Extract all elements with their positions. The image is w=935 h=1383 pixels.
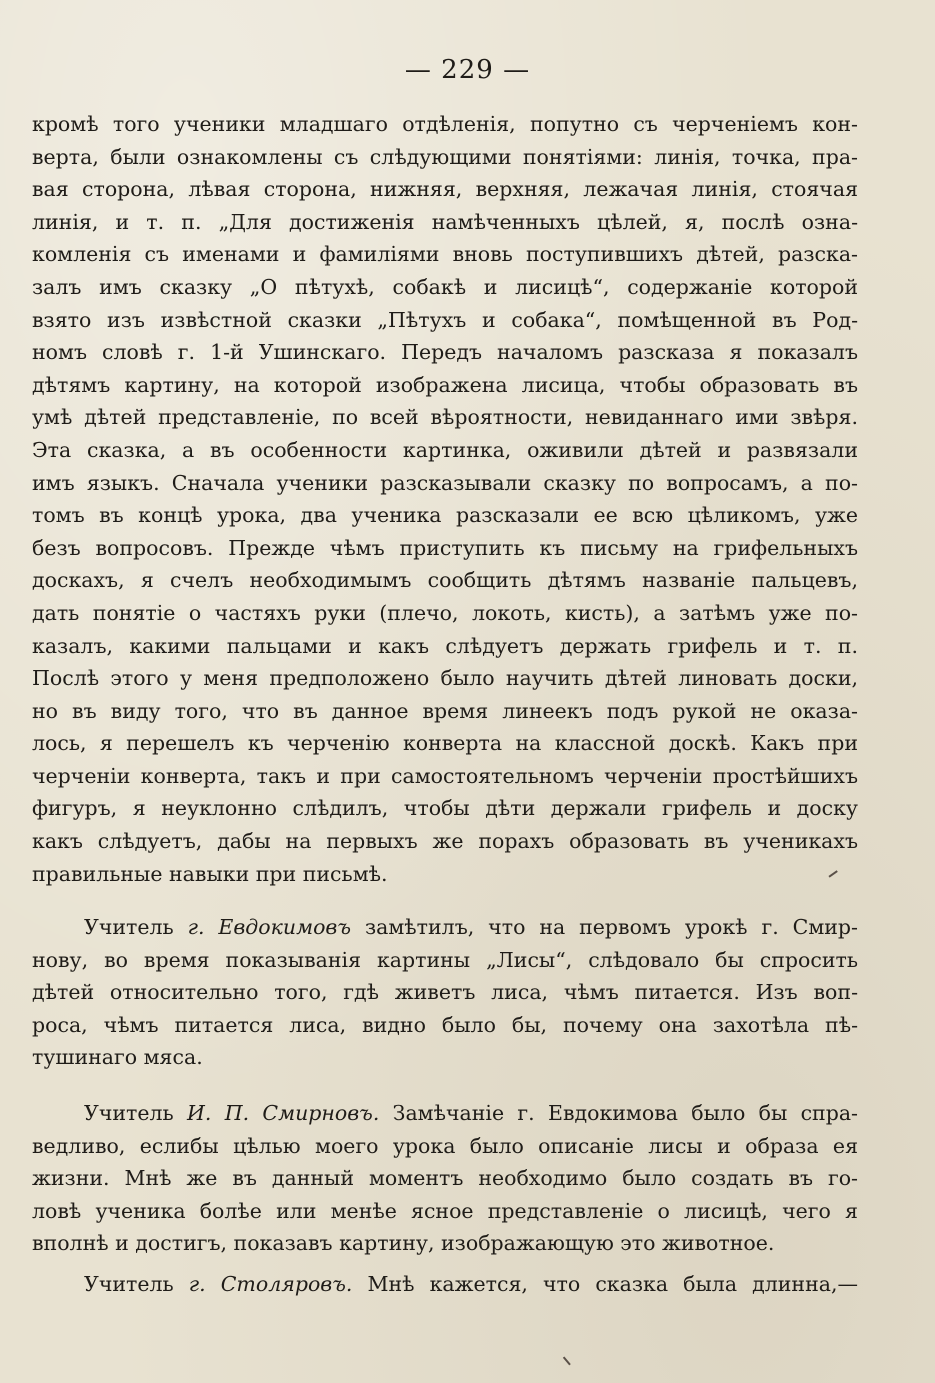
text-line <box>32 911 858 944</box>
text-line: номъ словѣ г. 1-й Ушинскаго. Передъ началомъ разсказа я показалъ <box>32 340 858 365</box>
speaker-lead: Учитель <box>84 1101 187 1125</box>
text-line: какъ слѣдуетъ, дабы на первыхъ же порахъ образовать въ ученикахъ <box>32 829 858 854</box>
paragraph-4 <box>32 1268 858 1301</box>
text-line: дѣтямъ картину, на которой изображена лисица, чтобы образовать въ <box>32 372 858 397</box>
text-line: Послѣ этого у меня предположено было научить дѣтей линовать доски, <box>32 666 858 691</box>
speaker-lead: Учитель <box>84 915 188 939</box>
speaker-name: г. Столяровъ. <box>188 1272 353 1296</box>
text-line: фигуръ, я неуклонно слѣдилъ, чтобы дѣти держали грифель и доску <box>32 796 858 821</box>
text-line: жизни. Мнѣ же въ данный моментъ необходимо было создать въ го- <box>32 1166 858 1191</box>
paragraph-3 <box>32 1097 858 1260</box>
text-line: линія, и т. п. „Для достиженія намѣченныхъ цѣлей, я, послѣ озна- <box>32 209 858 234</box>
text-line: комленія съ именами и фамиліями вновь поступившихъ дѣтей, разска- <box>32 242 858 267</box>
text-line: дать понятіе о частяхъ руки (плечо, локоть, кисть), а затѣмъ уже по- <box>32 600 858 625</box>
text-line: Эта сказка, а въ особенности картинка, оживили дѣтей и развязали <box>32 437 858 462</box>
speaker-lead: Учитель <box>84 1272 189 1296</box>
speaker-name: И. П. Смирновъ. <box>187 1101 380 1125</box>
text-line: имъ языкъ. Сначала ученики разсказывали сказку по вопросамъ, а по- <box>32 470 858 495</box>
paragraph-1 <box>32 108 858 890</box>
text-line: казалъ, какими пальцами и какъ слѣдуетъ держать грифель и т. п. <box>32 633 858 658</box>
text-line: правильные навыки при письмѣ. <box>32 861 388 886</box>
text-line: вполнѣ и достигъ, показавъ картину, изображающую это животное. <box>32 1231 775 1256</box>
text-line: черченіи конверта, такъ и при самостоятельномъ черченіи простѣйшихъ <box>32 763 858 788</box>
ink-speck <box>563 1356 571 1365</box>
line-rest: Мнѣ кажется, что сказка была длинна,— <box>352 1272 858 1296</box>
text-line: тушинаго мяса. <box>32 1045 203 1070</box>
text-line: ведливо, еслибы цѣлью моего урока было описаніе лисы и образа ея <box>32 1133 858 1158</box>
text-line: томъ въ концѣ урока, два ученика разсказали ее всю цѣликомъ, уже <box>32 503 858 528</box>
text-line: доскахъ, я счелъ необходимымъ сообщить дѣтямъ названіе пальцевъ, <box>32 568 858 593</box>
text-line: вая сторона, лѣвая сторона, нижняя, верхняя, лежачая линія, стоячая <box>32 177 858 202</box>
text-line: кромѣ того ученики младшаго отдѣленія, попутно съ черченіемъ кон- <box>32 112 858 136</box>
speaker-name: г. Евдокимовъ <box>187 915 352 939</box>
text-line: залъ имъ сказку „О пѣтухѣ, собакѣ и лисицѣ“, содержаніе которой <box>32 274 858 299</box>
text-line: ловѣ ученика болѣе или менѣе ясное представленіе о лисицѣ, чего я <box>32 1198 858 1223</box>
text-line: дѣтей относительно того, гдѣ живетъ лиса, чѣмъ питается. Изъ воп- <box>32 980 858 1005</box>
text-line: взято изъ извѣстной сказки „Пѣтухъ и собака“, помѣщенной въ Род- <box>32 307 858 332</box>
text-line: верта, были ознакомлены съ слѣдующими понятіями: линія, точка, пра- <box>32 144 858 169</box>
page-number: — 229 — <box>404 55 531 85</box>
line-rest: Замѣчаніе г. Евдокимова было бы спра- <box>379 1101 858 1125</box>
paragraph-2 <box>32 911 858 1074</box>
text-line: безъ вопросовъ. Прежде чѣмъ приступить къ письму на грифельныхъ <box>32 535 858 560</box>
text-line <box>32 1097 858 1130</box>
text-line: умѣ дѣтей представленіе, по всей вѣроятности, невиданнаго ими звѣря. <box>32 405 858 430</box>
text-line: но въ виду того, что въ данное время линеекъ подъ рукой не оказа- <box>32 698 858 723</box>
text-line <box>32 1268 858 1301</box>
line-rest: замѣтилъ, что на первомъ урокѣ г. Смир- <box>351 915 858 939</box>
text-line: лось, я перешелъ къ черченію конверта на классной доскѣ. Какъ при <box>32 731 858 756</box>
text-line: роса, чѣмъ питается лиса, видно было бы, почему она захотѣла пѣ- <box>32 1012 858 1037</box>
text-line: нову, во время показыванія картины „Лисы“, слѣдовало бы спросить <box>32 947 858 972</box>
